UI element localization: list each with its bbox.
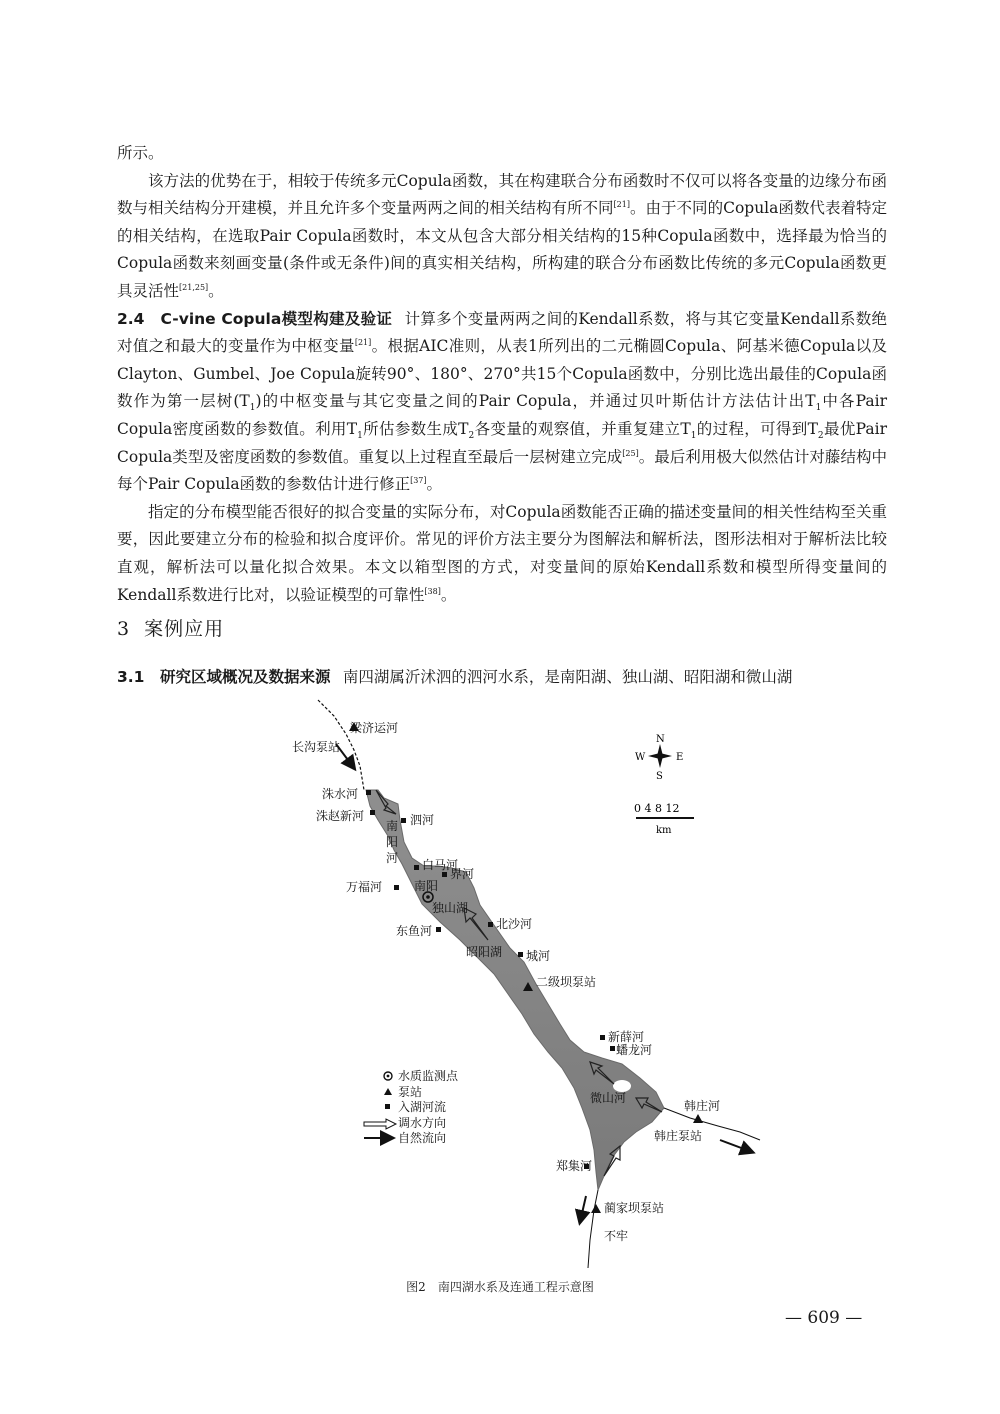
label-erjiba: 二级坝泵站 — [536, 975, 597, 989]
label-dongyu: 东鱼河 — [396, 924, 433, 938]
figure-number: 图2 — [406, 1280, 426, 1294]
citation: [25] — [622, 448, 639, 458]
figure-caption — [0, 1278, 1000, 1295]
label-xinxue: 新薛河 — [608, 1030, 645, 1044]
label-zhengji: 郑集河 — [556, 1159, 593, 1173]
label-beisha: 北沙河 — [496, 917, 533, 931]
compass-e: E — [676, 752, 684, 763]
label-nanyanghu-2: 阳 — [386, 835, 399, 849]
compass-w: W — [635, 752, 646, 763]
citation: [21] — [613, 200, 630, 210]
citation: [21] — [354, 338, 372, 347]
legend-river: 入湖河流 — [398, 1100, 447, 1114]
label-zhaoyang: 昭阳湖 — [466, 945, 503, 959]
scale-unit: km — [656, 825, 672, 836]
label-zhuzhao: 洙赵新河 — [316, 809, 365, 823]
paragraph-3: 指定的分布模型能否很好的拟合变量的实际分布，对Copula函数能否正确的描述变量间的相关性结构至关重要，因此要建立分布的检验和拟合度评价。常见的评价方法主要分为图解法和解析法，图形法相对于解析法比较直观，解析法可以量化拟合效果。本文以箱型图的方式，对变量间的原始Kendall系数和模型所得变量间的Kendall系数进行比对，以验证模型的可靠性[38]。 — [117, 502, 887, 604]
subsection-heading-2-4: 2.4 C-vine Copula模型构建及验证 — [117, 309, 393, 328]
paragraph-0: 所示。 — [117, 144, 164, 162]
section-number: 3 — [117, 618, 131, 640]
compass-rose — [635, 734, 683, 782]
paragraph-1: 该方法的优势在于，相较于传统多元Copula函数，其在构建联合分布函数时不仅可以将各变量的边缘分布函数与相关结构分开建模，并且允许多个变量两两之间的相关结构有所不同[21]。由于不同的Copula函数代表着特定的相关结构，在选取Pair Copula函数时，本文从包含大部分相关结构的15种Copula函数中，选择最为恰当的Copula函数来刻画变量(条件或无条件)间的真实相关结构，所构建的联合分布函数比传统的多元Copula函数更具灵活性[21,25]。 — [117, 171, 887, 300]
label-panlong: 蟠龙河 — [616, 1043, 653, 1057]
body-text — [117, 140, 887, 609]
label-baima: 白马河 — [422, 858, 459, 872]
label-hanzhuanghe: 韩庄河 — [684, 1099, 721, 1113]
section-heading — [117, 614, 224, 641]
label-linjiaba: 蔺家坝泵站 — [604, 1201, 665, 1215]
compass-n: N — [656, 734, 665, 745]
page-number: — 609 — — [785, 1308, 863, 1328]
label-wanfu: 万福河 — [346, 880, 383, 894]
river-south — [588, 1190, 598, 1268]
paragraph-4: 3.1 研究区域概况及数据来源 南四湖属沂沭泗的泗河水系，是南阳湖、独山湖、昭阳湖和微山湖 — [117, 668, 793, 686]
paragraph-2: 2.4 C-vine Copula模型构建及验证 计算多个变量两两之间的Kendall系数，将与其它变量Kendall系数绝对值之和最大的变量作为中枢变量[21]。根据AIC准则，从表1所列出的二元椭圆Copula、阿基米德Copula以及Clayton、Gumbel、Joe Copula旋转90°、180°、270°共15个Copula函数中，分别比选出最佳的Copula函数作为第一层树$(T_1)$的中枢变量与其它变量之间的Pair Copula，并通过贝叶斯估计方法估计出$T_1$中各Pair Copula密度函数的参数值。利用$T_1$所估参数生成$T_2$各变量的观察值，并重复建立$T_1$的过程，可得到$T_2$最优Pair Copula类型及密度函数的参数值。重复以上过程直至最后一层树建立完成[25]。最后利用极大似然估计对藤结构中每个Pair Copula函数的参数估计进行修正[37]。 — [117, 309, 888, 494]
label-nanyanghu-3: 河 — [386, 851, 399, 865]
label-zhushui: 洙水河 — [322, 787, 359, 801]
label-liangji: 梁济运河 — [350, 721, 399, 735]
subsection-heading-3-1: 3.1 研究区域概况及数据来源 — [117, 668, 331, 686]
label-chenghe: 城河 — [526, 949, 551, 963]
label-nanyang: 南阳 — [414, 879, 439, 893]
citation: [37] — [410, 475, 427, 485]
citation: [38] — [424, 586, 441, 596]
label-hanzhuangpump: 韩庄泵站 — [654, 1129, 703, 1143]
scale-ticks: 0 4 8 12 — [634, 802, 680, 815]
figure-title: 南四湖水系及连通工程示意图 — [437, 1280, 594, 1294]
label-nanyanghu-1: 南 — [386, 819, 399, 833]
legend-pump: 泵站 — [398, 1085, 423, 1099]
label-dushan: 独山湖 — [432, 901, 469, 915]
label-changgou: 长沟泵站 — [292, 740, 341, 754]
flow-arrow-south — [580, 1196, 586, 1222]
label-weishan: 微山河 — [590, 1091, 627, 1105]
label-sihe: 泗河 — [410, 813, 435, 827]
scale-bar — [634, 802, 694, 836]
compass-s: S — [656, 771, 663, 782]
flow-arrow-east — [720, 1140, 752, 1152]
label-bulao: 不牢 — [604, 1229, 629, 1243]
lake-system-map — [0, 690, 1000, 1270]
legend-natural: 自然流向 — [398, 1131, 447, 1145]
label-jiehe: 界河 — [450, 867, 475, 881]
legend-diversion: 调水方向 — [398, 1116, 447, 1130]
citation: [21,25] — [179, 282, 209, 292]
legend-monitoring: 水质监测点 — [398, 1069, 459, 1083]
lake-area — [366, 790, 664, 1190]
section-title: 案例应用 — [144, 618, 225, 640]
map-legend — [364, 1068, 459, 1145]
